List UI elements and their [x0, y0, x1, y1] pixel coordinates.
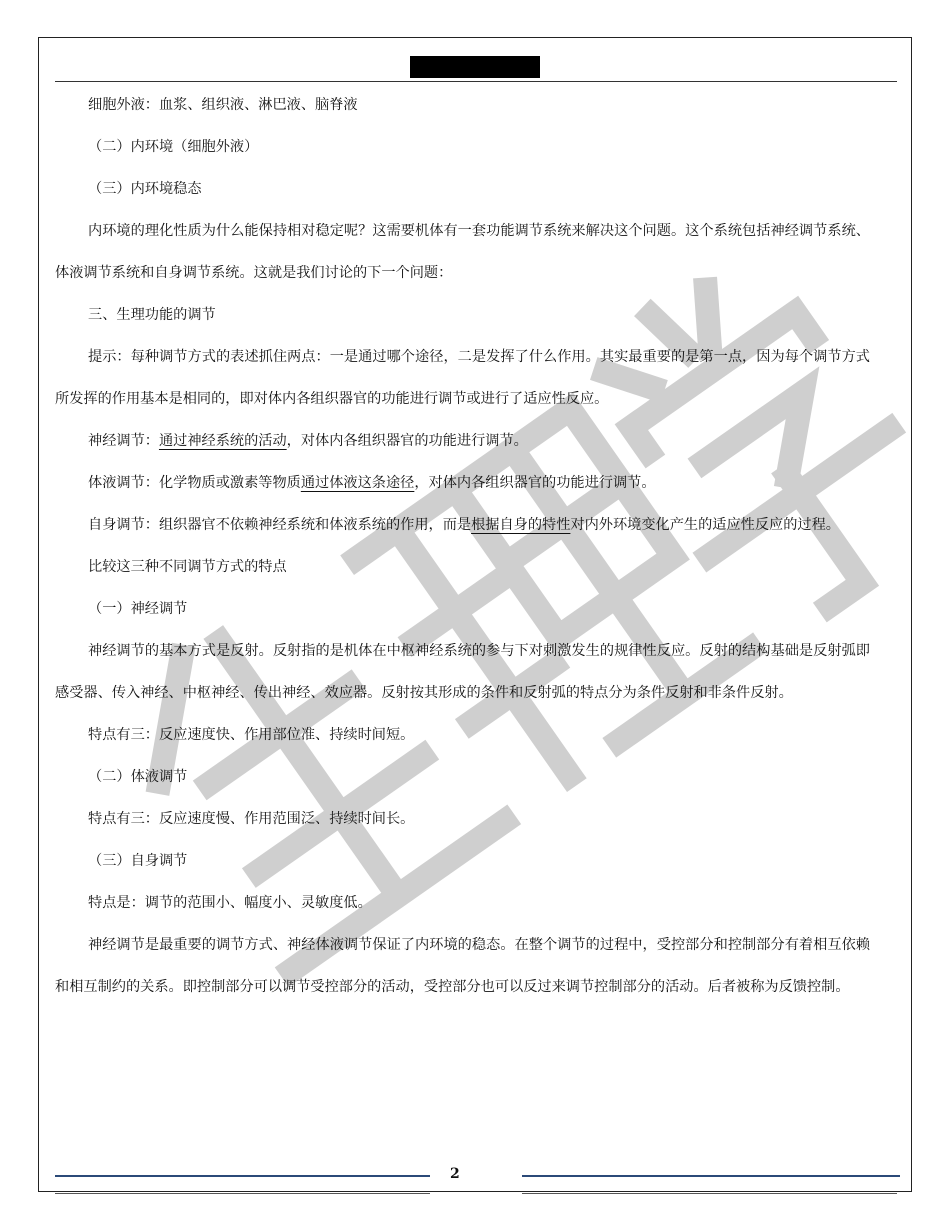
definition-autoregulation: 自身调节：组织器官不依赖神经系统和体液系统的作用，而是根据自身的特性对内外环境变化产生的适应性反应的过程。	[88, 517, 840, 533]
footer-rule-right	[522, 1175, 900, 1177]
paragraph: 神经调节是最重要的调节方式、神经体液调节保证了内环境的稳态。在整个调节的过程中，受控部分和控制部分有着相互依赖和相互制约的关系。即控制部分可以调节受控部分的活动，受控部分也可以反过来调节控制部分的活动。后者被称为反馈控制。	[55, 937, 870, 995]
subheading: （二）体液调节	[88, 769, 188, 785]
footer-rule-right-lower	[522, 1193, 897, 1194]
header-redaction-bar	[410, 56, 540, 78]
document-body	[55, 84, 870, 1008]
footer-rule-left-lower	[55, 1193, 430, 1194]
paragraph: （二）内环境（细胞外液）	[88, 139, 259, 155]
definition-humoral: 体液调节：化学物质或激素等物质通过体液这条途径，对体内各组织器官的功能进行调节。	[88, 475, 656, 491]
paragraph: 特点有三：反应速度慢、作用范围泛、持续时间长。	[88, 811, 415, 827]
page-number: 2	[450, 1166, 460, 1182]
subheading: （三）自身调节	[88, 853, 188, 869]
paragraph: 提示：每种调节方式的表述抓住两点：一是通过哪个途径，二是发挥了什么作用。其实最重要的是第一点，因为每个调节方式所发挥的作用基本是相同的，即对体内各组织器官的功能进行调节或进行了适应性反应。	[55, 349, 870, 407]
definition-neural: 神经调节：通过神经系统的活动，对体内各组织器官的功能进行调节。	[88, 433, 528, 449]
paragraph: （三）内环境稳态	[88, 181, 202, 197]
header-rule	[55, 81, 897, 82]
paragraph: 特点是：调节的范围小、幅度小、灵敏度低。	[88, 895, 372, 911]
paragraph: 神经调节的基本方式是反射。反射指的是机体在中枢神经系统的参与下对刺激发生的规律性反应。反射的结构基础是反射弧即感受器、传入神经、中枢神经、传出神经、效应器。反射按其形成的条件和反射弧的特点分为条件反射和非条件反射。	[55, 643, 870, 701]
paragraph: 特点有三：反应速度快、作用部位准、持续时间短。	[88, 727, 415, 743]
paragraph: 细胞外液：血浆、组织液、淋巴液、脑脊液	[88, 97, 358, 113]
paragraph: 比较这三种不同调节方式的特点	[88, 559, 287, 575]
subheading: （一）神经调节	[88, 601, 188, 617]
section-heading: 三、生理功能的调节	[88, 307, 216, 323]
paragraph: 内环境的理化性质为什么能保持相对稳定呢？这需要机体有一套功能调节系统来解决这个问题。这个系统包括神经调节系统、体液调节系统和自身调节系统。这就是我们讨论的下一个问题：	[55, 223, 870, 281]
footer-rule-left	[55, 1175, 430, 1177]
